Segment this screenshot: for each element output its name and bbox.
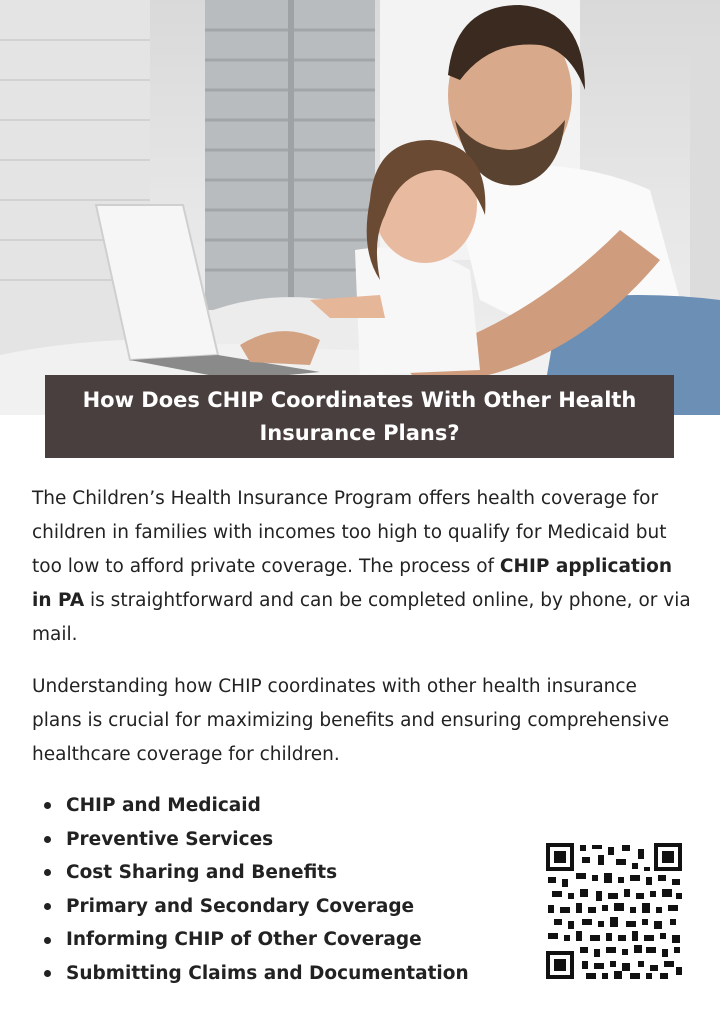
list-item-label: Informing CHIP of Other Coverage	[66, 929, 422, 951]
bullet-icon	[44, 970, 51, 977]
hero-photo-illustration	[0, 0, 720, 415]
intro-text-1: The Children’s Health Insurance Program offers health coverage for children in families with incomes too high to qualify for Medicaid but too low to afford private coverage. The process of	[32, 488, 667, 577]
bullet-icon	[44, 836, 51, 843]
title-banner	[45, 375, 674, 458]
hero-photo	[0, 0, 720, 415]
list-item-label: Preventive Services	[66, 828, 274, 850]
coordination-paragraph: Understanding how CHIP coordinates with other health insurance plans is crucial for maximizing benefits and ensuring comprehensive healthcare coverage for children.	[32, 676, 670, 765]
intro-text-2: is straightforward and can be completed online, by phone, or via mail.	[32, 590, 691, 645]
qr-code-icon[interactable]	[546, 843, 682, 979]
topics-list	[44, 789, 469, 991]
bullet-icon	[44, 903, 51, 910]
list-item-label: Cost Sharing and Benefits	[66, 862, 338, 884]
list-item-label: Submitting Claims and Documentation	[66, 962, 469, 984]
intro-bold-text: CHIP application in PA	[32, 556, 673, 611]
page-title: How Does CHIP Coordinates With Other Health Insurance Plans?	[82, 387, 637, 445]
list-item	[44, 856, 469, 890]
list-item	[44, 789, 469, 823]
bullet-icon	[44, 802, 51, 809]
bullet-icon	[44, 869, 51, 876]
list-item	[44, 957, 469, 991]
list-item-label: CHIP and Medicaid	[66, 795, 261, 816]
list-item	[44, 823, 469, 857]
list-item-label: Primary and Secondary Coverage	[66, 895, 415, 917]
list-item	[44, 890, 469, 924]
bullet-icon	[44, 937, 51, 944]
list-item	[44, 923, 469, 957]
intro-paragraph	[32, 482, 692, 652]
